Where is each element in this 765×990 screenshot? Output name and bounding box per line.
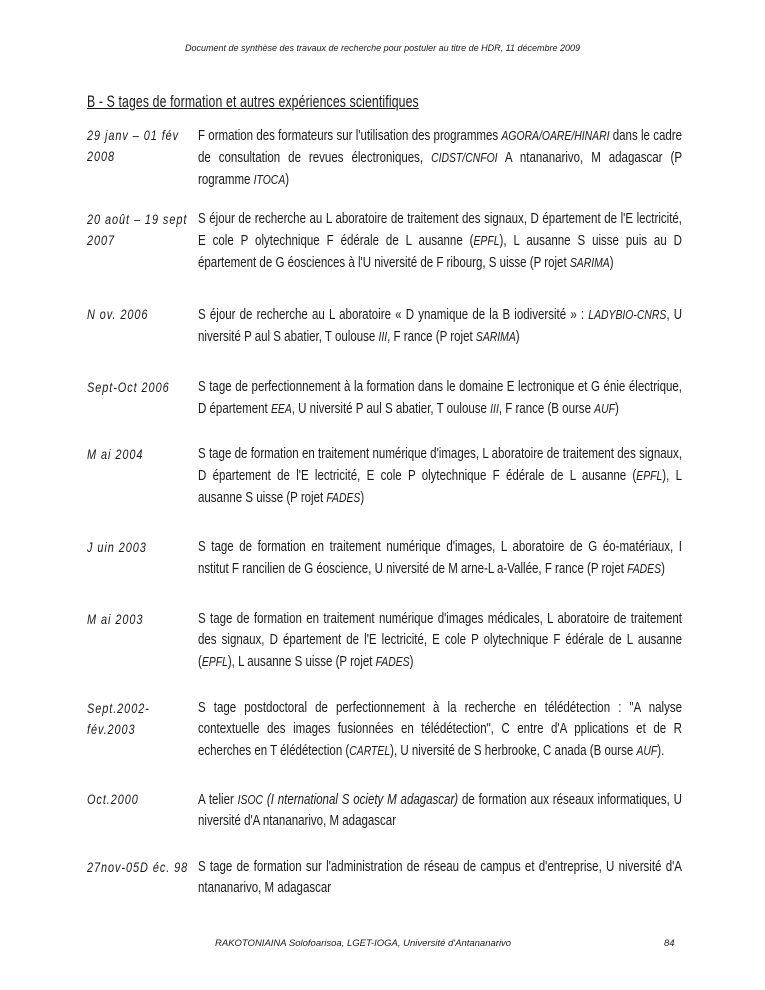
entry-description: F ormation des formateurs sur l'utilisation des programmes AGORA/OARE/HINARI dans le cadre de consultation de revues électroniques, CIDST/CNFOI A ntananarivo, M adagascar (P rogramme ITOCA) (198, 128, 682, 188)
entry-date: Sept-Oct 2006 (87, 379, 170, 395)
entry-description: S tage postdoctoral de perfectionnement à la recherche en télédétection : "A nalyse contextuelle des images fusionnées en télédétection", C entre d'A pplications et de R echerches en T élédétection (CARTEL), U niversité de S herbrooke, C anada (B ourse AUF). (198, 700, 682, 759)
entry-description: S tage de formation en traitement numérique d'images, L aboratoire de G éo-matériaux, I nstitut F rancilien de G éoscience, U niversité de M arne-L a-Vallée, F rance (P rojet FADES) (198, 539, 682, 577)
entry-description: A telier ISOC (I nternational S ociety M adagascar) de formation aux réseaux informatiques, U niversité d'A ntananarivo, M adagascar (198, 792, 682, 829)
entry-description: S tage de formation en traitement numérique d'images, L aboratoire de traitement des signaux, D épartement de l'E lectricité, E cole P olytechnique F édérale de L ausanne (EPFL), L ausanne S uisse (P rojet FADES) (198, 446, 682, 506)
entry-date: N ov. 2006 (87, 306, 149, 322)
entry-date: J uin 2003 (87, 539, 147, 555)
entry-date: 29 janv – 01 fév 2008 (87, 127, 180, 164)
page-number: 84 (664, 938, 675, 949)
entry-description: S tage de perfectionnement à la formation dans le domaine E lectronique et G énie électrique, D épartement EEA, U niversité P aul S abatier, T oulouse III, F rance (B ourse AUF) (198, 379, 682, 417)
entry-date: Sept.2002- fév.2003 (87, 700, 150, 737)
entry-date: 27nov-05D éc. 98 (87, 859, 189, 875)
page-footer: RAKOTONIAINA Solofoarisoa, LGET-IOGA, Université d'Antananarivo (215, 938, 512, 949)
entry-description: S tage de formation sur l'administration de réseau de campus et d'entreprise, U niversité d'A ntananarivo, M adagascar (198, 859, 682, 896)
entry-date: M ai 2003 (87, 611, 144, 627)
entry-date: Oct.2000 (87, 791, 139, 807)
entry-description: S éjour de recherche au L aboratoire de traitement des signaux, D épartement de l'E lectricité, E cole P olytechnique F édérale de L ausanne (EPFL), L ausanne S uisse puis au D épartement de G éosciences à l'U niversité de F ribourg, S uisse (P rojet SARIMA) (198, 211, 682, 271)
entry-date: 20 août – 19 sept 2007 (87, 211, 188, 248)
page-header: Document de synthèse des travaux de recherche pour postuler au titre de HDR, 11 décembre 2009 (184, 43, 581, 53)
entry-date: M ai 2004 (87, 446, 144, 462)
section-title: B - S tages de formation et autres expériences scientifiques (87, 92, 419, 111)
entry-description: S tage de formation en traitement numérique d'images médicales, L aboratoire de traitement des signaux, D épartement de l'E lectricité, E cole P olytechnique F édérale de L ausanne (EPFL), L ausanne S uisse (P rojet FADES) (198, 611, 682, 670)
entry-description: S éjour de recherche au L aboratoire « D ynamique de la B iodiversité » : LADYBIO-CNRS, U niversité P aul S abatier, T oulouse III, F rance (P rojet SARIMA) (198, 307, 683, 345)
